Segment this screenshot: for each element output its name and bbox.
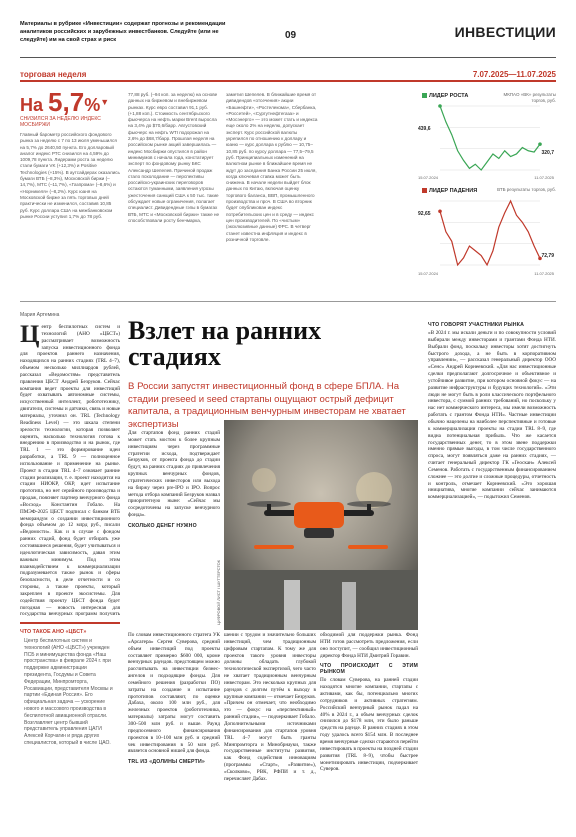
page-header	[20, 20, 556, 60]
drone-image	[224, 420, 418, 630]
subheading-trl: TRL ИЗ «ДОЛИНЫ СМЕРТИ»	[128, 759, 206, 766]
moex-change	[20, 87, 120, 117]
drop-cap: Ц	[20, 324, 40, 348]
chart-leader-decline-plot	[416, 187, 556, 280]
chart-date-end: 11.07.2025	[534, 271, 554, 276]
section-disclaimer: Материалы в рубрике «Инвестиции» содержат прогнозы и рекомендации аналитиков российских и зарубежных инвестбанков. Следуйте (или не следуйте) им на свой страх и риск	[20, 21, 226, 43]
photo-credit: ЦИФРОВОЙ ЛИСТ / ШУТТЕРСТОК	[216, 559, 221, 625]
moex-prefix: На	[20, 95, 44, 115]
section-title: ИНВЕСТИЦИИ	[454, 24, 556, 40]
article-column-1: Центр беспилотных систем и технологий (АНО «ЦБСТ») рассматривает возможность запуска инвестиционного фонда для проектов раннего назначения, находящихся на ранних стадиях (TRL 4–7), объемом несколько миллиардов рублей, рассказал «Ведомостям» представитель правления ЦБСТ Андрей Безруков. Сейчас компания ведет проекты для инвестиций будет охватывать автономные системы, искусственный интеллект, робототехнику, двигатели, системы и датчики, связь и новые материалы, уточнил он. TRL (Technology Readiness Level) — это шкала степени зрелости технологии, которая позволяет оценить, насколько технология готова к внедрению в производство и на рынок, где TRL 1 — это формирование идеи разработки, а TRL 9 — полноценное использование и применение на рынке. Проект в стадии TRL 4–7 означает ранние стадии реализации, т. е. проект находится на стадии НИОКР, ОКР, идет испытание прототипа, но нет серийного производства и продаж, поясняет партнер венчурного фонда «Восход» Константин Гобало. На ПМЭФ-2025 ЦБСТ подписал с банком ВТБ меморандум о создании инвестиционного фонда объемом до 12 млрд руб., писали «Ведомости». Как и в случае с фондом ранних стадий, фонд будет отбирать уже состоявшиеся решения, будет учитываться и идеологическая зависимость, давая этим важным минимум. Под этим взаимодействием к коммерциализации подразумевается также рынок и сферы безопасности, в деле отчетности и со стороны, а также проекты, который закреплен в проекте экосистемы. Для содействия проекту ЦБСТ фонда будет погодная — новость интересная для государства венчурных программ получить	[20, 324, 120, 617]
moex-caption: СНИЗИЛСЯ ЗА НЕДЕЛЮ ИНДЕКС МОСБИРЖИ	[20, 116, 101, 129]
chart-leader-growth-plot	[416, 92, 556, 185]
chart-source: МКПАО «ВК» результаты торгов, руб.	[503, 92, 556, 103]
article-title: Взлет на ранних стадиях	[128, 316, 322, 371]
chart-source: ВТБ результаты торгов, руб.	[497, 187, 556, 192]
chart-label: ЛИДЕР ПАДЕНИЯ	[422, 188, 477, 194]
chart-label: ЛИДЕР РОСТА	[422, 93, 468, 99]
page-number: 09	[285, 30, 297, 41]
subheading-need: СКОЛЬКО ДЕНЕГ НУЖНО	[128, 522, 197, 529]
sidebar-box-title: ЧТО ТАКОЕ АНО «ЦБСТ»	[20, 629, 87, 635]
digest-column-2: 77,88 руб. (–94 коп. за неделю) на основе данных на биржевом и внебиржевом рынках. Курс евро составил 91,1 руб. (+1,88 коп.). Стоимость сентябрьского фьючерса на нефть марки Brent выросла на 3,4% до $70,6/барр. Августовский фьючерс на нефть WTI подорожал на 2,6% до $68,7/барр. Прошлая неделя на российском рынке акций завершилась — индекс Мосбиржи опустился в район минимумов с начала года, констатирует эксперт по фондовому рынку БКС Александр Шепелев. Причиной продаж стало похолодание — перспективы российско-украинских переговоров остаются туманными, заявления угрозы ужесточения санкций США к 50 тыс. такие обсуждает новые ограничения, полагает специалист. Дивидендные гэпы в бумагах ВТБ, МТС и «Московской биржи» также не способствовали росту бенчмарка,	[128, 92, 220, 223]
article-column-4: обходимой для поддержки рынка. Фонд НТИ готов рассмотреть предложения, если оно поступит, — сообщил инвестиционный директор Фонда НТИ Дмитрий Горавин. ЧТО ПРОИСХОДИТ С ЭТИМ РЫНКОМ По словам Суверова, на ранней стадии находятся многие компании, стартапы с активами, как бы, потенциально многих сотрудников и активных стратегиям. Российский венчурный рынок падал на 40% в 2024 г., а объем венчурных сделок снизился до $178 млн, эти было раньше средств на раунде. В ранних стадиях в этом году удалось всего $154 млн. В последнее время венчурные сделки стараются перейти инвестировать в проекты на поздней стадии развития (TRL 8–9), чтобы быстрее монетизировать инвестиции, подчеркивает Суверов.	[320, 632, 418, 773]
chart-end-value: 72,79	[541, 253, 554, 259]
header-divider	[20, 57, 556, 58]
trading-week-bar	[20, 70, 556, 82]
legend-swatch	[422, 188, 427, 193]
article-column-2b: По словам инвестиционного стратега УК «Арсагера» Сергея Суверова, средний объем инвестиций под проекты составляет примерно $600 000, кроме венчурных раундов. предстоящем можно рассчитывать на инвестиции бизнес-ангелов и подходящие фонды. Для семейного решения (разработки ПО) затраты на создание и испытание прототипов составляют, по оценке Дабаха, около 100 млн руб., для железных проектов (робототехника, материалы) затраты могут составить 300–500 млн руб. и выше. Раунд предпосевного финансирования проектов в 10–100 млн руб. и средний чек инвестирования в 50 млн руб. является основной нишей для фонда. TRL ИЗ «ДОЛИНЫ СМЕРТИ»	[128, 632, 220, 766]
stock-charts	[416, 92, 556, 282]
digest-column-3: заметил Шепелев. В ближайшие время от дивидендов «отсечения» акции «Башнефти», «Ростелекома», Сбербанка, «Россетей», «Сургутнефтегаза» и «Мосэнерго» — это может стать и индекса еще около 2% на неделю, допускает эксперт. Курс российской валюты укрепился по отношению к доллару и юаню — курс доллара к рублю — 10,75–10,85 руб. по курсу доллара — 77,5–79,5 руб. Принципиальных изменений на валютном рынке в ближайшее время не ждут до заседания Банка России 25 июля, когда ключевая ставка может быть снижена. В начале недели выйдет блок данных по Китаю, включая оценку торгового баланса, ВВП, промышленного производства и проч. В США во вторник будет опубликован индекс потребительских цен и в среду — индекс цен производителей. По «чистым» (эксклюзивные данные) ФРС. В четверг станет известна инфляция и индекс в розничной торговле.	[226, 92, 318, 242]
subheading-participants: ЧТО ГОВОРЯТ УЧАСТНИКИ РЫНКА	[428, 322, 525, 328]
chart-date-end: 11.07.2025	[534, 175, 554, 180]
sidebar-box	[20, 622, 120, 822]
chart-date-start: 15.07.2024	[418, 175, 439, 180]
drone-photo	[224, 420, 418, 630]
chart-leader-decline	[416, 187, 556, 280]
article-column-2: Для стартапов фонд ранних стадий может стать мостом к более крупным инвестициям через программные стратегии исхода, подтверждает Безруков, от проекта фонда до стадии будут, на ранних стадиях до привлечения крупных венчурных фондов, стратегических инвесторов или выхода на биржу через pre-IPO и IPO. Вопрос метода отбора компаний Безруков назвал приоритетную ныне: «Сейчас мы сосредоточены на запуске венчурного фонда». СКОЛЬКО ДЕНЕГ НУЖНО	[128, 430, 220, 529]
moex-value: 5,7	[48, 87, 85, 117]
subheading-market: ЧТО ПРОИСХОДИТ С ЭТИМ РЫНКОМ	[320, 663, 418, 676]
end-point	[438, 210, 442, 214]
article-author: Мария Артемина	[20, 312, 60, 318]
trading-week-title: торговая неделя	[20, 70, 87, 79]
article-column-5: ЧТО ГОВОРЯТ УЧАСТНИКИ РЫНКА «В 2024 г. мы искали деньги и по совокупности условий выбирали между инвесторами и грантами Фонда НТИ. Выбрали фонд, поскольку инвесторы хотят достигнуть быстрого дохода, а не быть в корпоративном управлении», — рассказал генеральный директор ООО «Сенс» Андрей Корнеевский. «Для нас инвестиционные сделки предполагают долгосрочное и объективное и устойчивое развитие, при котором основной фокус — на развитие инфраструктуры и будущих технологий». «Эти люди не могут быть в роли классического портфельного инвестора, с суммой ранних требований, но поскольку у нас нет коммерческого интереса, мы имели возможность работать с грантом Фонда НТИ». Частные инвестиции обычно нацелены на наиболее перспективные и готовые к коммерциализации проекты на стадии TRL 8–9, где видна потенциальная прибыль. Что же касается государственных денег, то в этом звене поддержки именно прямые выгоды, в том числе государственного спроса, могут появляться даже на ранних стадиях, — считает генеральный директор ГК «Геоскан» Алексей Семенов. Работать с государственным финансированием сложнее — это долгие и сложные процедуры, отчетность и контроль, отмечает Корнеевский. «Это хорошая инициатива, многие компании сейчас занимаются коммерциализацией», — подытожил Семенов.	[428, 322, 556, 501]
series-line	[440, 201, 540, 265]
chart-start-value: 92,65	[418, 211, 431, 217]
section-divider	[20, 301, 556, 302]
chart-start-value: 439,6	[418, 126, 431, 132]
chart-date-start: 15.07.2024	[418, 271, 439, 276]
end-point	[438, 104, 442, 108]
moex-highlight	[20, 87, 120, 129]
digest-column-1: Главный барометр российского фондового рынка за неделю с 7 по 13 июля уменьшился на 5,7% до 2640,50 пункта. Его долларовый аналог индекс РТС снизился на 4,59% до 1009,78 пункта. Лидерами роста за неделю стали бумаги VK (+12,3%) и Positive Technologies (+15%). В аутсайдерах оказались бумаги ВТБ (–8,3%), Московской биржи (–14,7%), МТС (–11,7%), «Газпрома» (–8,6%) и «Норникеля» (–8,2%). Курс юаня на Московской бирже за пять торговых дней практически не изменился, составив 10,85 руб. Курс доллара США на межбанковском рынке России уступил 1,7% до 78 руб.	[20, 132, 120, 219]
article-lead: В России запустят инвестиционный фонд в сфере БПЛА. На стадии preseed и seed стартапы ощущают острый дефицит капитала, а традиционным венчурным инвесторам не хватает экспертизы	[128, 381, 406, 430]
legend-swatch	[422, 93, 427, 98]
trading-week-dates: 7.07.2025—11.07.2025	[472, 70, 556, 79]
chart-leader-growth	[416, 92, 556, 185]
end-point	[538, 142, 542, 146]
sidebar-box-text: Центр беспилотных систем и технологий (АНО «ЦБСТ») учрежден ПСБ и минимущества фонда «Наш пространства» в феврале 2024 г. при поддержке администрации президента, Госдумы и Совета Федерации, Минпромторга, Росавиации, представителя Москвы и партии «Единая Россия». Его официальная задача — ускорение нового и массового производства в беспилотной авиационной отрасли. Возглавляет центр бывший представитель управления ЦАГИ Алексей Корчагин и ряда других специалистов, который в числе ЦАО.	[24, 638, 113, 746]
chart-end-value: 320,7	[541, 150, 554, 156]
series-line	[440, 106, 540, 170]
moex-unit: %	[84, 95, 101, 115]
down-arrow-icon: ▼	[100, 97, 110, 107]
article-column-3: шении с трудом и значительно больших инвестиций, чем традиционным цифровым стартапам. К тому же для проектов такого уровня инвесторы должны обладать глубокой технологической экспертизой, чего часто не хватает традиционным венчурным инвесторам. Это несколько крупных для раундов с долгим путём к выходу в крупные компании — отмечает Безруков. «Причем он отмечает, что необходимо это — фокус на «перспективный» ранний стадии», — подчеркивает Гобало. Дополнительными источниками финансирования для стартапов уровня TRL 4–7 могут быть гранты Минпромторга и Минобрнауки, также государственные институты развития, как Фонд содействия инновациям (программы «Старт», «Развитие»), «Сколково», РВК, РФПИ и т. д., перечисляет Дабах.	[224, 632, 316, 782]
